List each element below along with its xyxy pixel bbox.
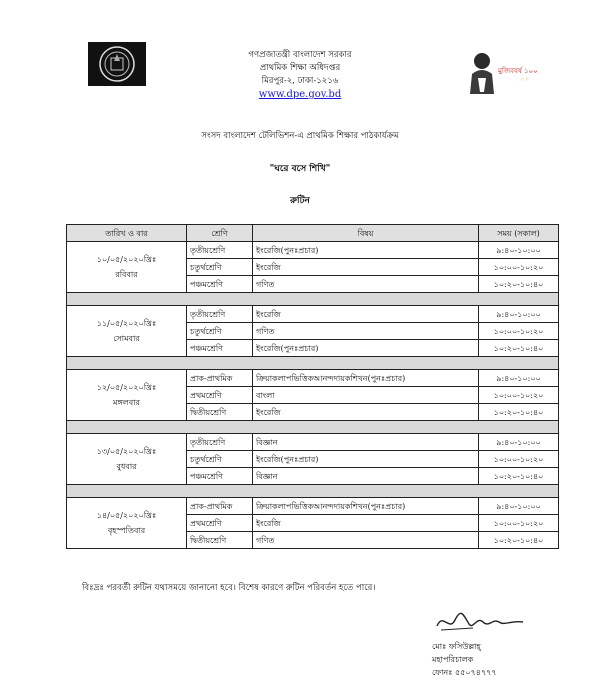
date-cell: ১৩/০৫/২০২০খ্রিঃ বুধবার xyxy=(67,434,187,485)
portrait-icon xyxy=(468,48,542,96)
time-cell: ৯:৪০-১০:০০ xyxy=(479,306,559,323)
time-cell: ১০:০০-১০:২০ xyxy=(479,259,559,276)
time-cell: ১০:০০-১০:২০ xyxy=(479,515,559,532)
class-cell: তৃতীয়শ্রেণি xyxy=(187,242,253,259)
class-cell: চতুর্থশ্রেণি xyxy=(187,323,253,340)
website-link[interactable]: www.dpe.gov.bd xyxy=(258,89,342,100)
subject-cell: ক্রিয়াকলাপভিত্তিকআনন্দদায়কশিখন(পুনঃপ্রচার) xyxy=(253,498,479,515)
subject-cell: ইংরেজি(পুনঃপ্রচার) xyxy=(253,451,479,468)
class-cell: তৃতীয়শ্রেণি xyxy=(187,306,253,323)
subject-cell: ইংরেজি xyxy=(253,404,479,421)
class-cell: চতুর্থশ্রেণি xyxy=(187,451,253,468)
time-cell: ১০:২০-১০:৪০ xyxy=(479,532,559,549)
class-cell: পঞ্চমশ্রেণি xyxy=(187,276,253,293)
time-cell: ১০:২০-১০:৪০ xyxy=(479,276,559,293)
time-cell: ১০:২০-১০:৪০ xyxy=(479,340,559,357)
separator-row xyxy=(67,485,559,498)
time-cell: ১০:২০-১০:৪০ xyxy=(479,468,559,485)
header-time: সময় (সকাল) xyxy=(479,225,559,242)
subject-cell: ক্রিয়াকলাপভিত্তিকআনন্দদায়কশিখন(পুনঃপ্রচার) xyxy=(253,370,479,387)
time-cell: ৯:৪০-১০:০০ xyxy=(479,434,559,451)
subject-cell: গণিত xyxy=(253,323,479,340)
govt-name: গণপ্রজাতন্ত্রী বাংলাদেশ সরকার xyxy=(248,50,352,60)
date-cell: ১০/০৫/২০২০খ্রিঃ রবিবার xyxy=(67,242,187,293)
separator-row xyxy=(67,293,559,306)
time-cell: ১০:০০-১০:২০ xyxy=(479,323,559,340)
class-cell: পঞ্চমশ্রেণি xyxy=(187,340,253,357)
time-cell: ১০:০০-১০:২০ xyxy=(479,387,559,404)
class-cell: প্রথমশ্রেণি xyxy=(187,515,253,532)
date-cell: ১৪/০৫/২০২০খ্রিঃ বৃহস্পতিবার xyxy=(67,498,187,549)
class-cell: দ্বিতীয়শ্রেণি xyxy=(187,532,253,549)
address: মিরপুর-২, ঢাকা-১২১৬ xyxy=(261,76,339,86)
signatory-phone: ফোনঃ ৫৫০৭৪৭৭৭ xyxy=(432,668,497,677)
class-cell: তৃতীয়শ্রেণি xyxy=(187,434,253,451)
time-cell: ১০:০০-১০:২০ xyxy=(479,451,559,468)
program-title: "ঘরে বসে শিখি" xyxy=(269,164,331,174)
signatory-designation: মহাপরিচালক xyxy=(432,655,474,664)
subject-cell: ইংরেজি xyxy=(253,515,479,532)
subject-cell: বিজ্ঞান xyxy=(253,434,479,451)
header-date: তারিখ ও বার xyxy=(67,225,187,242)
routine-table xyxy=(66,224,559,549)
class-cell: প্রথমশ্রেণি xyxy=(187,387,253,404)
date-cell: ১২/০৫/২০২০খ্রিঃ মঙ্গলবার xyxy=(67,370,187,421)
subject-cell: ইংরেজি xyxy=(253,259,479,276)
time-cell: ৯:৪০-১০:০০ xyxy=(479,370,559,387)
signature-icon xyxy=(433,608,529,636)
class-cell: চতুর্থশ্রেণি xyxy=(187,259,253,276)
program-subtitle: সংসদ বাংলাদেশ টেলিভিশন-এ প্রাথমিক শিক্ষার পাঠকার্যক্রম xyxy=(201,131,399,141)
department-name: প্রাথমিক শিক্ষা অধিদপ্তর xyxy=(259,63,341,73)
footnote: বিঃদ্রঃ পরবর্তী রুটিন যথাসময়ে জানানো হবে। বিশেষ কারণে রুটিন পরিবর্তন হতে পারে। xyxy=(82,583,376,593)
header-subject: বিষয় xyxy=(253,225,479,242)
signatory-block xyxy=(432,640,497,679)
class-cell: দ্বিতীয়শ্রেণি xyxy=(187,404,253,421)
subject-cell: বাংলা xyxy=(253,387,479,404)
logo-text: মুজিববর্ষ ১০০ xyxy=(498,67,538,75)
subject-cell: গণিত xyxy=(253,532,479,549)
subject-cell: ইংরেজি(পুনঃপ্রচার) xyxy=(253,242,479,259)
signatory-name: মোঃ ফসিউল্লাহ্ xyxy=(432,642,481,651)
mujib-borsho-logo xyxy=(468,48,542,96)
svg-text:◦◦: ◦◦ xyxy=(520,75,530,84)
time-cell: ৯:৪০-১০:০০ xyxy=(479,498,559,515)
class-cell: প্রাক-প্রাথমিক xyxy=(187,498,253,515)
table-row xyxy=(67,370,559,387)
separator-row xyxy=(67,421,559,434)
subject-cell: ইংরেজি(পুনঃপ্রচার) xyxy=(253,340,479,357)
time-cell: ৯:৪০-১০:০০ xyxy=(479,242,559,259)
time-cell: ১০:২০-১০:৪০ xyxy=(479,404,559,421)
subject-cell: ইংরেজি xyxy=(253,306,479,323)
subject-cell: গণিত xyxy=(253,276,479,293)
table-row xyxy=(67,242,559,259)
table-header-row xyxy=(67,225,559,242)
date-cell: ১১/০৫/২০২০খ্রিঃ সোমবার xyxy=(67,306,187,357)
routine-title: রুটিন xyxy=(290,196,310,206)
table-row xyxy=(67,434,559,451)
table-row xyxy=(67,498,559,515)
class-cell: প্রাক-প্রাথমিক xyxy=(187,370,253,387)
separator-row xyxy=(67,357,559,370)
subject-cell: বিজ্ঞান xyxy=(253,468,479,485)
table-row xyxy=(67,306,559,323)
class-cell: পঞ্চমশ্রেণি xyxy=(187,468,253,485)
header-class: শ্রেণি xyxy=(187,225,253,242)
